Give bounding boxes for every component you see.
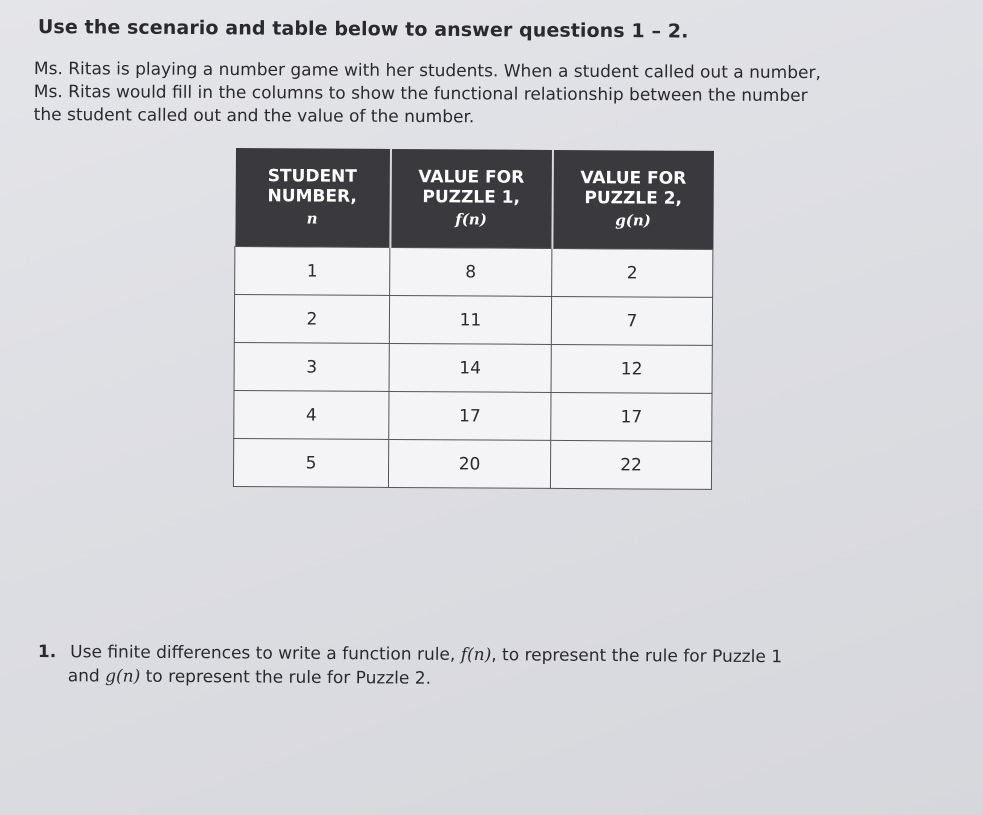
scenario-line-1: Ms. Ritas is playing a number game with her students. When a student called out a number, [33,58,821,84]
cell-f: 20 [388,439,550,488]
header-student-number [235,148,391,247]
cell-g: 12 [551,344,712,393]
cell-g: 22 [550,440,711,489]
table-row [234,390,712,441]
function-table [233,148,714,490]
cell-n: 2 [234,295,389,344]
header-puzzle-1 [390,149,553,248]
question-text-part1: Use finite differences to write a function rule, [70,642,456,665]
table-row [234,295,712,346]
question-text-part4: to represent the rule for Puzzle 2. [145,666,432,689]
question-number: 1. [37,641,57,663]
cell-n: 5 [233,438,388,487]
header-student-var: n [306,209,318,228]
question-g-notation: g(n) [105,666,141,687]
question-f-notation: f(n) [460,644,492,666]
header-puzzle1-var: f(n) [455,210,487,229]
header-puzzle1-l1: VALUE FOR [418,167,525,188]
header-student-l1: STUDENT [267,166,357,187]
section-heading: Use the scenario and table below to answer questions 1 – 2. [37,16,689,43]
header-puzzle1-l2: PUZZLE 1, [422,187,521,208]
scenario-text [34,58,964,132]
cell-n: 1 [235,247,390,296]
cell-g: 7 [551,296,712,345]
cell-g: 17 [551,392,712,441]
cell-g: 2 [552,248,713,297]
question-text-part2: , to represent the rule for Puzzle 1 [491,645,783,668]
cell-f: 17 [389,391,551,440]
header-puzzle2-l2: PUZZLE 2, [584,188,683,209]
question-text-part3: and [67,666,100,687]
scenario-line-3: the student called out and the value of the number. [33,104,475,128]
table-row [233,438,711,489]
cell-f: 8 [390,247,552,296]
table-row [235,247,713,298]
scenario-line-2: Ms. Ritas would fill in the columns to show the functional relationship between the number [33,81,808,107]
cell-n: 4 [234,390,389,439]
header-puzzle2-l1: VALUE FOR [580,168,687,189]
cell-f: 14 [389,343,551,392]
header-puzzle-2 [552,150,714,249]
cell-f: 11 [389,295,551,344]
header-student-l2: NUMBER, [267,186,357,207]
table-header-row [235,148,714,249]
cell-n: 3 [234,342,389,391]
header-puzzle2-var: g(n) [615,211,651,230]
question-1 [38,640,958,694]
table-row [234,342,712,393]
